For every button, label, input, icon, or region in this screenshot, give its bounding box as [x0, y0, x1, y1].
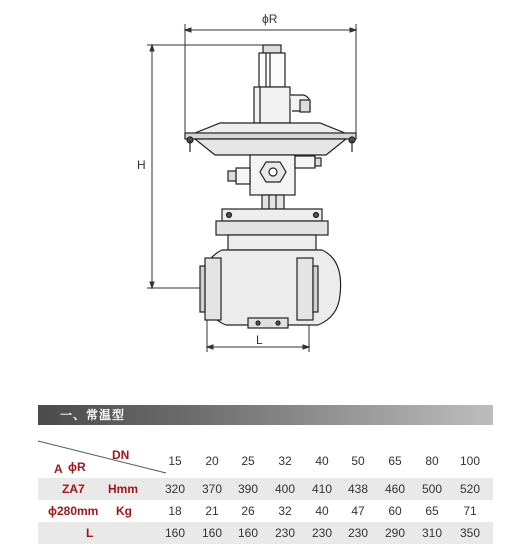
bonnet	[216, 209, 328, 250]
dn-cell: 20	[205, 454, 219, 468]
dn-cell: 65	[388, 454, 402, 468]
section-title: 一、常温型	[60, 408, 126, 422]
diaphragm-housing	[185, 123, 356, 155]
table-cell: 460	[384, 482, 406, 496]
dn-cell: 32	[278, 454, 292, 468]
table-cell: 160	[237, 526, 259, 540]
table-cell: 40	[315, 504, 329, 518]
table-cell: 290	[384, 526, 406, 540]
spring-cap	[254, 45, 310, 123]
dim-label-h: H	[137, 158, 146, 172]
table-cell: 230	[274, 526, 296, 540]
table-row-length	[38, 522, 493, 544]
dn-cell: 100	[459, 454, 481, 468]
dim-label-l: L	[256, 333, 263, 347]
table-row-height	[38, 478, 493, 500]
valve-body	[200, 250, 341, 328]
row-label-model: L	[86, 526, 94, 540]
table-cell: 32	[278, 504, 292, 518]
stem-assembly	[228, 155, 321, 209]
row-label-model: ϕ280mm	[48, 504, 99, 518]
dn-cell: 25	[241, 454, 255, 468]
table-cell: 230	[347, 526, 369, 540]
dn-cell: 50	[351, 454, 365, 468]
table-cell: 26	[241, 504, 255, 518]
table-cell: 71	[463, 504, 477, 518]
header-dn: DN	[112, 448, 130, 462]
table-cell: 438	[347, 482, 369, 496]
table-cell: 350	[459, 526, 481, 540]
table-cell: 230	[311, 526, 333, 540]
table-cell: 160	[164, 526, 186, 540]
table-cell: 18	[168, 504, 182, 518]
table-cell: 47	[351, 504, 365, 518]
row-label-unit: Hmm	[108, 482, 139, 496]
dn-cell: 15	[168, 454, 182, 468]
header-a: A	[54, 462, 63, 476]
table-cell: 370	[201, 482, 223, 496]
table-cell: 320	[164, 482, 186, 496]
table-cell: 520	[459, 482, 481, 496]
row-label-unit: Kg	[116, 504, 132, 518]
table-cell: 21	[205, 504, 219, 518]
dim-label-phiR: ϕR	[262, 12, 278, 26]
table-cell: 60	[388, 504, 402, 518]
table-cell: 410	[311, 482, 333, 496]
spec-table	[38, 433, 493, 545]
table-row-weight	[38, 500, 493, 522]
dn-row	[38, 450, 493, 472]
header-phiR: ϕR	[68, 460, 86, 474]
table-cell: 390	[237, 482, 259, 496]
table-cell: 310	[421, 526, 443, 540]
table-cell: 65	[425, 504, 439, 518]
row-label-model: ZA7	[62, 482, 85, 496]
dn-cell: 40	[315, 454, 329, 468]
table-cell: 500	[421, 482, 443, 496]
dn-cell: 80	[425, 454, 439, 468]
table-cell: 160	[201, 526, 223, 540]
table-cell: 400	[274, 482, 296, 496]
